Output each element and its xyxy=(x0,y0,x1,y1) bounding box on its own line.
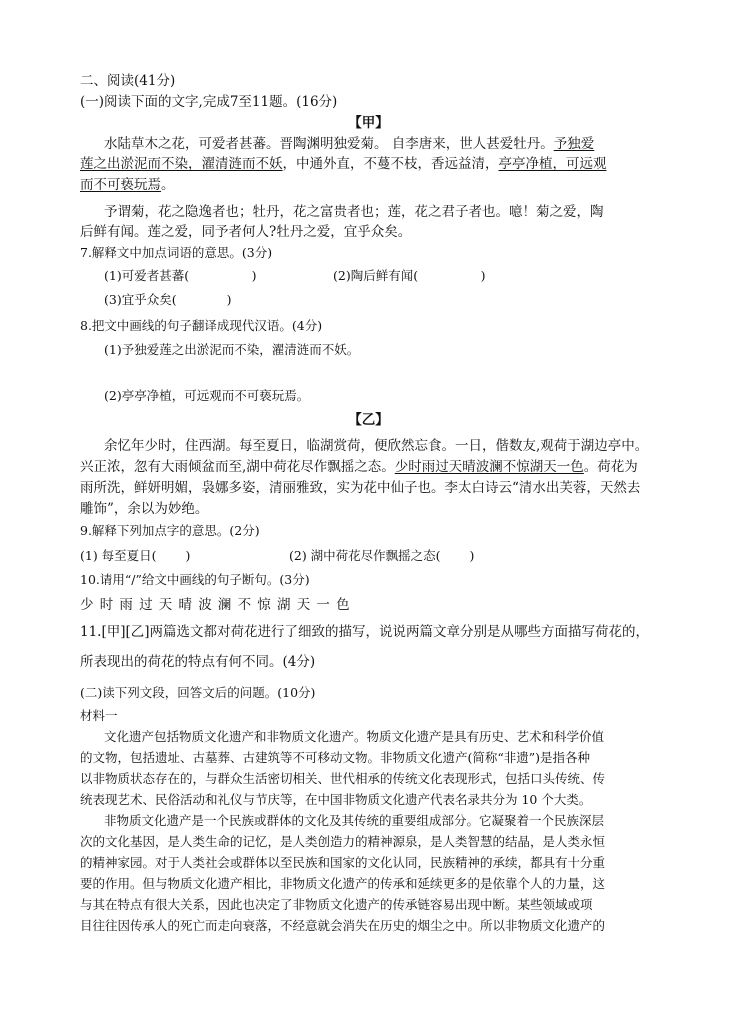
underlined-sentence: 莲之出淤泥而不染，濯清涟而不妖 xyxy=(80,156,283,172)
question-7-item-2: (2)陶后鲜有闻( ) xyxy=(333,268,486,283)
question-10: 10.请用“/”给文中画线的句子断句。(3分) xyxy=(80,572,310,587)
passage-jia-heading: 【甲】 xyxy=(348,115,389,131)
question-10-sentence: 少时雨过天晴波澜不惊湖天一色 xyxy=(80,597,356,613)
section-title: 二、阅读(41分) xyxy=(80,73,176,89)
passage-jia-line: 水陆草木之花，可爱者甚蕃。晋陶渊明独爱菊。 自李唐来，世人甚爱牡丹。予独爱 xyxy=(104,136,595,152)
material-line: 以非物质状态存在的，与群众生活密切相关、世代相承的传统文化表现形式，包括口头传统、传 xyxy=(80,771,606,786)
material-line: 要的作用。但与物质文化遗产相比，非物质文化遗产的传承和延续更多的是依靠个人的力量，这 xyxy=(80,876,606,891)
passage-jia-line: 而不可亵玩焉。 xyxy=(80,177,175,193)
material-label: 材料一 xyxy=(80,708,118,723)
passage-yi-heading: 【乙】 xyxy=(348,412,389,428)
question-7: 7.解释文中加点词语的意思。(3分) xyxy=(80,245,273,260)
passage-yi-line: 余忆年少时，住西湖。每至夏日，临湖赏荷，便欣然忘食。一日，偕数友,观荷于湖边亭中。 xyxy=(104,438,649,454)
section-2-2-intro: (二)读下列文段，回答文后的问题。(10分) xyxy=(80,685,316,700)
passage-yi-line: 雕饰”，余以为妙绝。 xyxy=(80,501,209,517)
passage-yi-line: 雨所洗，鲜妍明媚，袅娜多姿，清丽雅致，实为花中仙子也。李太白诗云“清水出芙蓉，天然去 xyxy=(80,480,641,496)
material-line: 非物质文化遗产是一个民族或群体的文化及其传统的重要组成部分。它凝聚着一个民族深层 xyxy=(104,813,605,828)
question-9-item-2: (2) 湖中荷花尽作飘摇之态( ) xyxy=(289,548,475,563)
question-8-item-1: (1)予独爱莲之出淤泥而不染，濯清涟而不妖。 xyxy=(104,342,360,357)
question-8-item-2: (2)亭亭净植，可远观而不可亵玩焉。 xyxy=(104,388,310,403)
passage-jia-line: 后鲜有闻。莲之爱，同予者何人?牡丹之爱，宜乎众矣。 xyxy=(80,224,412,240)
underlined-sentence: 亭亭净植，可远观 xyxy=(498,156,607,172)
underlined-sentence: 少时雨过天晴波澜不惊湖天一色 xyxy=(394,459,584,475)
material-line: 的文物，包括遗址、古墓葬、古建筑等不可移动文物。非物质文化遗产(简称“非遗”)是指各种 xyxy=(80,750,591,765)
passage-yi-line: 兴正浓，忽有大雨倾盆而至,湖中荷花尽作飘摇之态。少时雨过天晴波澜不惊湖天一色。荷花为 xyxy=(80,459,638,475)
question-11: 11.[甲][乙]两篇选文都对荷花进行了细致的描写，说说两篇文章分别是从哪些方面描写荷花的， xyxy=(80,624,650,640)
material-line: 目往往因传承人的死亡而走向衰落，不经意就会消失在历史的烟尘之中。所以非物质文化遗产的 xyxy=(80,918,606,933)
question-7-item-1: (1)可爱者甚蕃( ) xyxy=(104,268,257,283)
material-line: 文化遗产包括物质文化遗产和非物质文化遗产。物质文化遗产是具有历史、艺术和科学价值 xyxy=(104,729,605,744)
question-11-cont: 所表现出的荷花的特点有何不同。(4分) xyxy=(80,654,316,670)
underlined-sentence: 而不可亵玩焉 xyxy=(80,177,161,193)
question-8: 8.把文中画线的句子翻译成现代汉语。(4分) xyxy=(80,318,323,333)
question-7-item-3: (3)宜乎众矣( ) xyxy=(104,292,232,307)
underlined-sentence: 予独爱 xyxy=(553,136,595,152)
material-line: 的精神家园。对于人类社会或群体以至民族和国家的文化认同，民族精神的承续，都具有十分重 xyxy=(80,855,606,870)
material-line: 与其在特点有很大关系，因此也决定了非物质文化遗产的传承链容易出现中断。某些领域或项 xyxy=(80,897,593,912)
question-9: 9.解释下列加点字的意思。(2分) xyxy=(80,523,260,538)
material-line: 统表现艺术、民俗活动和礼仪与节庆等，在中国非物质文化遗产代表名录共分为 10 个大类。 xyxy=(80,792,592,807)
material-line: 次的文化基因，是人类生命的记忆，是人类创造力的精神源泉，是人类智慧的结晶，是人类永恒 xyxy=(80,834,606,849)
question-9-item-1: (1) 每至夏日( ) xyxy=(80,548,191,563)
passage-jia-line: 予谓菊，花之隐逸者也；牡丹，花之富贵者也；莲，花之君子者也。噫！菊之爱，陶 xyxy=(104,204,604,220)
section-intro: (一)阅读下面的文字,完成7至11题。(16分) xyxy=(80,94,338,110)
passage-jia-line: 莲之出淤泥而不染，濯清涟而不妖，中通外直，不蔓不枝，香远益清，亭亭净植，可远观 xyxy=(80,156,607,172)
